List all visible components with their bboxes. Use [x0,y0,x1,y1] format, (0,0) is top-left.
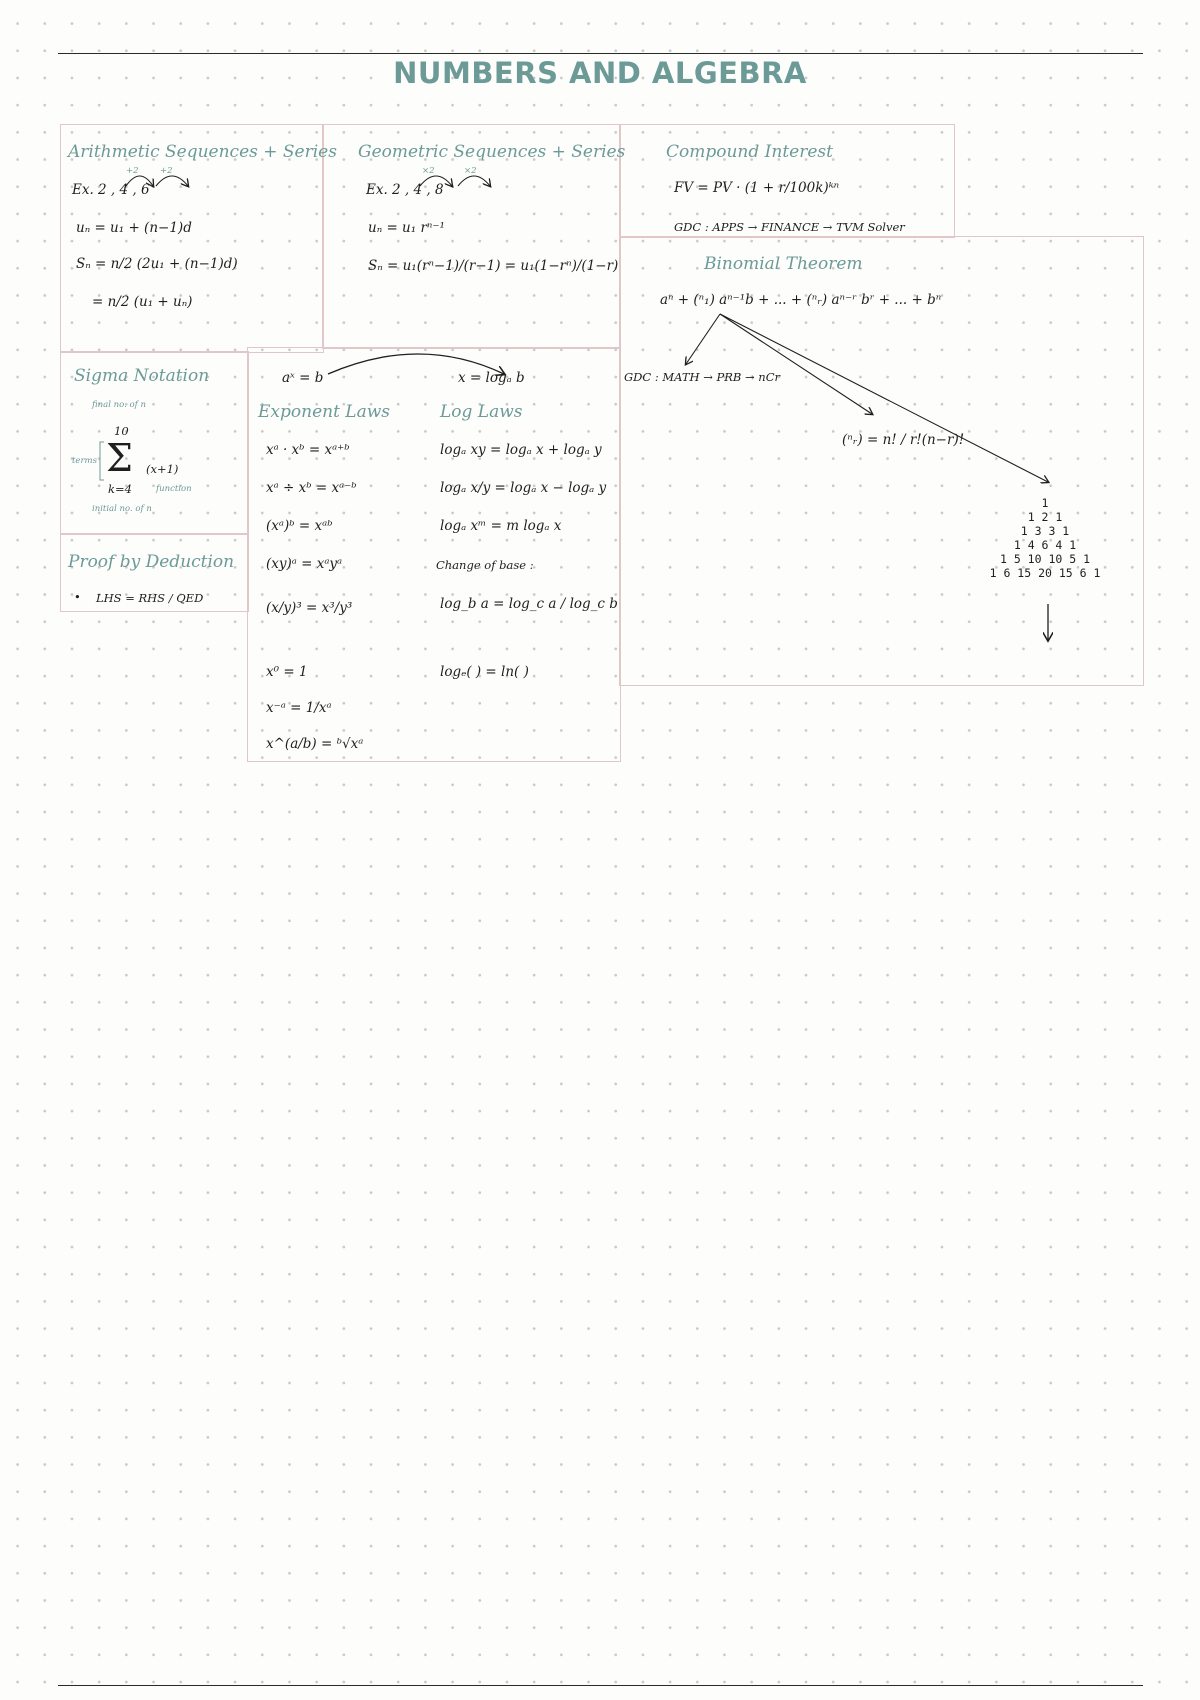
binomial-arrow-gdc [686,314,720,364]
arithmetic-sum-1: Sₙ = n/2 (2u₁ + (n−1)d) [76,256,238,272]
exponent-laws-heading: Exponent Laws [258,402,391,422]
exponent-rule-product-power: (xy)ᵃ = xᵃyᵃ [266,556,343,572]
arithmetic-sum-2: = n/2 (u₁ + uₙ) [92,294,193,310]
sigma-bracket [100,442,104,480]
page-title: NUMBERS AND ALGEBRA [393,56,807,90]
compound-formula: FV = PV · (1 + r/100k)ᵏⁿ [674,180,840,196]
proof-heading: Proof by Deduction [68,552,235,572]
exponent-rule-fractional: x^(a/b) = ᵇ√xᵃ [266,736,364,752]
pascal-row: 1 3 3 1 [1020,524,1070,538]
binomial-formula: aⁿ + (ⁿ₁) aⁿ⁻¹b + ... + (ⁿᵣ) aⁿ⁻ʳ bʳ + ... + bⁿ [660,292,942,308]
pascal-row: 1 5 10 10 5 1 [999,552,1090,566]
exponent-rule-negative: x⁻ᵃ = 1/xᵃ [266,700,332,716]
geometric-example: Ex. 2 , 4 , 8 [366,182,444,198]
geometric-nth-term: uₙ = u₁ rⁿ⁻¹ [368,220,445,236]
arithmetic-step-2: +2 [160,166,173,176]
pascal-row: 1 4 6 4 1 [1013,538,1077,552]
binomial-arrow-ncr [720,314,872,414]
relation-logarithmic: x = logₐ b [458,370,525,386]
log-rule-power: logₐ xᵐ = m logₐ x [440,518,562,534]
binomial-heading: Binomial Theorem [704,254,863,274]
sigma-upper: 10 [114,424,129,438]
arithmetic-heading: Arithmetic Sequences + Series [68,142,337,162]
relation-exponential: aˣ = b [282,370,324,386]
binomial-arrow-pascal [720,314,1048,482]
sigma-annotation-initial: initial no. of n [92,504,152,514]
log-change-rule: log_b a = log_c a / log_c b [440,596,618,612]
binomial-ncr: (ⁿᵣ) = n! / r!(n−r)! [842,432,965,448]
sigma-expression: (x+1) [146,462,179,476]
pascal-row: 1 6 15 20 15 6 1 [989,566,1101,580]
proof-item: LHS = RHS / QED [96,591,204,605]
pascal-row: 1 2 1 [1027,510,1063,524]
geometric-step-1: ×2 [422,166,435,176]
sigma-symbol: Σ [106,436,133,480]
exponent-rule-power: (xᵃ)ᵇ = xᵃᵇ [266,518,333,534]
log-change-label: Change of base : [436,558,534,572]
sigma-annotation-function: function [156,484,192,494]
log-rule-product: logₐ xy = logₐ x + logₐ y [440,442,602,458]
exponent-rule-product: xᵃ · xᵇ = xᵃ⁺ᵇ [266,442,350,458]
geometric-step-arc [420,176,452,186]
sigma-lower: k=4 [108,482,132,496]
sigma-heading: Sigma Notation [74,366,210,386]
arithmetic-step-arc [126,176,153,186]
log-laws-heading: Log Laws [440,402,523,422]
sigma-annotation-final: final no. of n [92,400,146,410]
arithmetic-nth-term: uₙ = u₁ + (n−1)d [76,220,192,236]
geometric-step-arc [458,176,490,186]
log-rule-quotient: logₐ x/y = logₐ x − logₐ y [440,480,607,496]
geometric-heading: Geometric Sequences + Series [358,142,626,162]
geometric-step-2: ×2 [464,166,477,176]
relation-arc [328,354,504,374]
compound-heading: Compound Interest [666,142,833,162]
exponent-rule-quotient: xᵃ ÷ xᵇ = xᵃ⁻ᵇ [266,480,357,496]
exponent-rule-fraction-power: (x/y)³ = x³/y³ [266,600,353,616]
proof-bullet: • [74,590,81,604]
log-ln-rule: logₑ( ) = ln( ) [440,664,529,680]
binomial-gdc: GDC : MATH → PRB → nCr [624,370,780,384]
arithmetic-step-1: +2 [126,166,139,176]
arithmetic-example: Ex. 2 , 4 , 6 [72,182,150,198]
geometric-sum: Sₙ = u₁(rⁿ−1)/(r−1) = u₁(1−rⁿ)/(1−r) [368,258,619,274]
arithmetic-step-arc [156,176,188,186]
exponent-rule-zero: x⁰ = 1 [266,664,308,680]
compound-gdc: GDC : APPS → FINANCE → TVM Solver [674,220,905,234]
pascal-row: 1 [1041,496,1049,510]
sigma-annotation-terms: terms [72,456,97,466]
